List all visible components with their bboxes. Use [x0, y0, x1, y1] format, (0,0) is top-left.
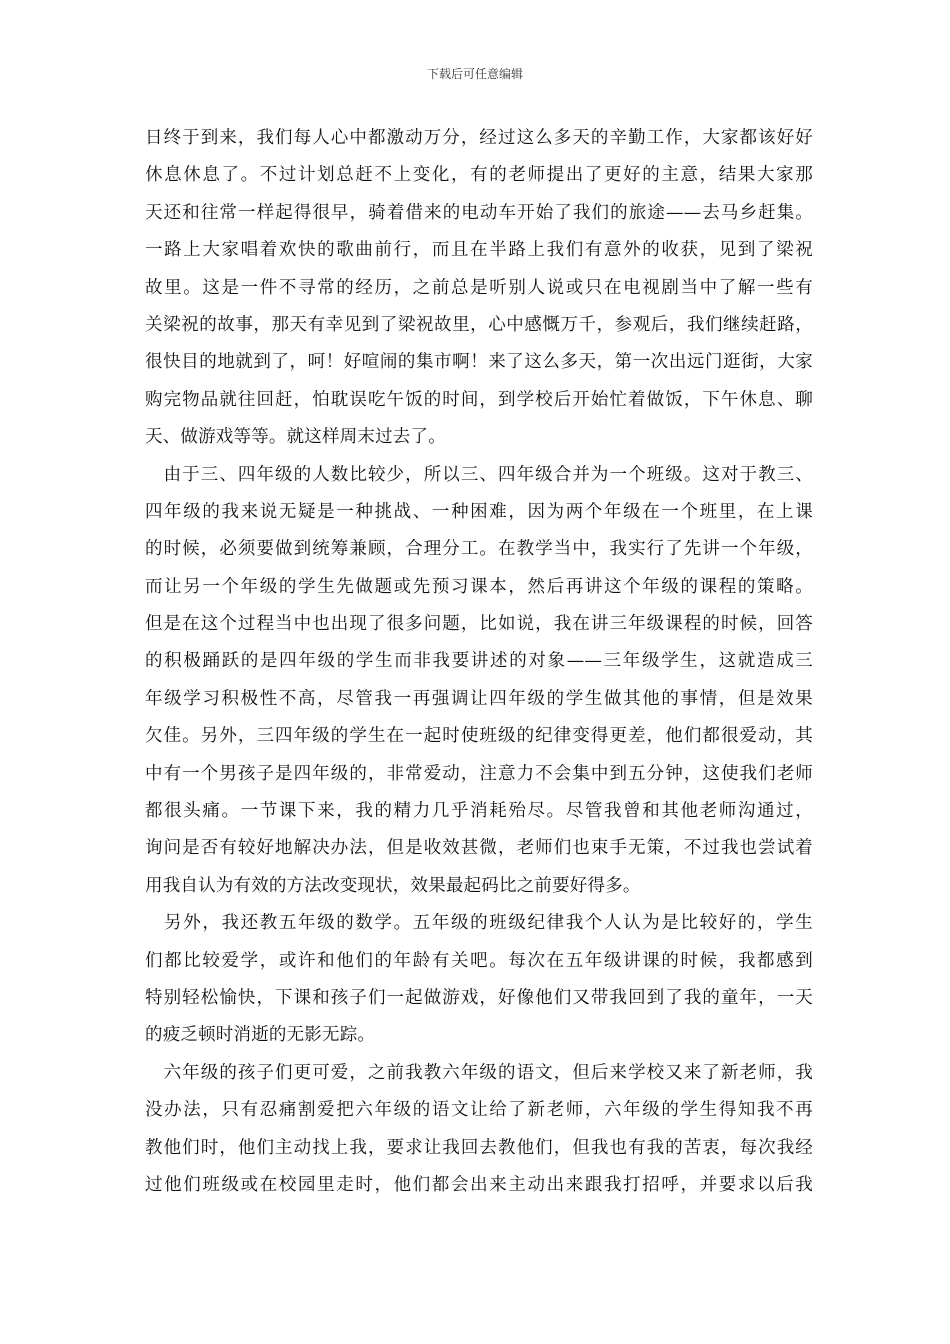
text-line: 另外，我还教五年级的数学。五年级的班级纪律我个人认为是比较好的，学生 — [145, 913, 813, 934]
text-line: 没办法，只有忍痛割爱把六年级的语文让给了新老师，六年级的学生得知我不再 — [145, 1100, 813, 1121]
text-line: 关梁祝的故事，那天有幸见到了梁祝故里，心中感慨万千，参观后，我们继续赶路， — [145, 314, 813, 335]
paragraph-2 — [145, 457, 813, 906]
text-line: 用我自认为有效的方法改变现状，效果最起码比之前要好得多。 — [145, 875, 641, 896]
text-line: 中有一个男孩子是四年级的，非常爱动，注意力不会集中到五分钟，这使我们老师 — [145, 763, 813, 784]
text-line: 的积极踊跃的是四年级的学生而非我要讲述的对象——三年级学生，这就造成三 — [145, 651, 813, 672]
text-line: 的时候，必须要做到统筹兼顾，合理分工。在教学当中，我实行了先讲一个年级， — [145, 539, 813, 560]
paragraph-4 — [145, 1055, 813, 1205]
text-line: 四年级的我来说无疑是一种挑战、一种困难，因为两个年级在一个班里，在上课 — [145, 501, 813, 522]
text-line: 故里。这是一件不寻常的经历，之前总是听别人说或只在电视剧当中了解一些有 — [145, 277, 813, 298]
text-line: 天还和往常一样起得很早，骑着借来的电动车开始了我们的旅途——去马乡赶集。 — [145, 202, 813, 223]
text-line: 年级学习积极性不高，尽管我一再强调让四年级的学生做其他的事情，但是效果 — [145, 688, 813, 709]
text-line: 的疲乏顿时消逝的无影无踪。 — [145, 1025, 376, 1046]
text-line: 天、做游戏等等。就这样周末过去了。 — [145, 427, 446, 448]
text-line: 很快目的地就到了，呵！好喧闹的集市啊！来了这么多天，第一次出远门逛街，大家 — [145, 352, 813, 373]
text-line: 欠佳。另外，三四年级的学生在一起时使班级的纪律变得更差，他们都很爱动，其 — [145, 726, 813, 747]
text-line: 购完物品就往回赶，怕耽误吃午饭的时间，到学校后开始忙着做饭，下午休息、聊 — [145, 389, 813, 410]
text-line: 但是在这个过程当中也出现了很多问题，比如说，我在讲三年级课程的时候，回答 — [145, 614, 813, 635]
document-body — [145, 120, 813, 1204]
text-line: 询问是否有较好地解决办法，但是收效甚微，老师们也束手无策，不过我也尝试着 — [145, 838, 813, 859]
text-line: 由于三、四年级的人数比较少，所以三、四年级合并为一个班级。这对于教三、 — [145, 464, 813, 485]
text-line: 休息休息了。不过计划总赶不上变化，有的老师提出了更好的主意，结果大家那 — [145, 165, 813, 186]
text-line: 日终于到来，我们每人心中都激动万分，经过这么多天的辛勤工作，大家都该好好 — [145, 128, 813, 148]
text-line: 六年级的孩子们更可爱，之前我教六年级的语文，但后来学校又来了新老师，我 — [145, 1062, 813, 1083]
paragraph-1 — [145, 120, 813, 457]
text-line: 都很头痛。一节课下来，我的精力几乎消耗殆尽。尽管我曾和其他老师沟通过， — [145, 801, 813, 822]
text-line: 教他们时，他们主动找上我，要求让我回去教他们，但我也有我的苦衷，每次我经 — [145, 1137, 813, 1158]
text-line: 过他们班级或在校园里走时，他们都会出来主动出来跟我打招呼，并要求以后我 — [145, 1174, 813, 1195]
paragraph-3 — [145, 905, 813, 1055]
page-header: 下载后可任意编辑 — [426, 67, 523, 81]
text-line: 而让另一个年级的学生先做题或先预习课本，然后再讲这个年级的课程的策略。 — [145, 576, 813, 597]
text-line: 们都比较爱学，或许和他们的年龄有关吧。每次在五年级讲课的时候，我都感到 — [145, 950, 813, 971]
text-line: 特别轻松愉快，下课和孩子们一起做游戏，好像他们又带我回到了我的童年，一天 — [145, 987, 813, 1008]
text-line: 一路上大家唱着欢快的歌曲前行，而且在半路上我们有意外的收获，见到了梁祝 — [145, 240, 813, 261]
